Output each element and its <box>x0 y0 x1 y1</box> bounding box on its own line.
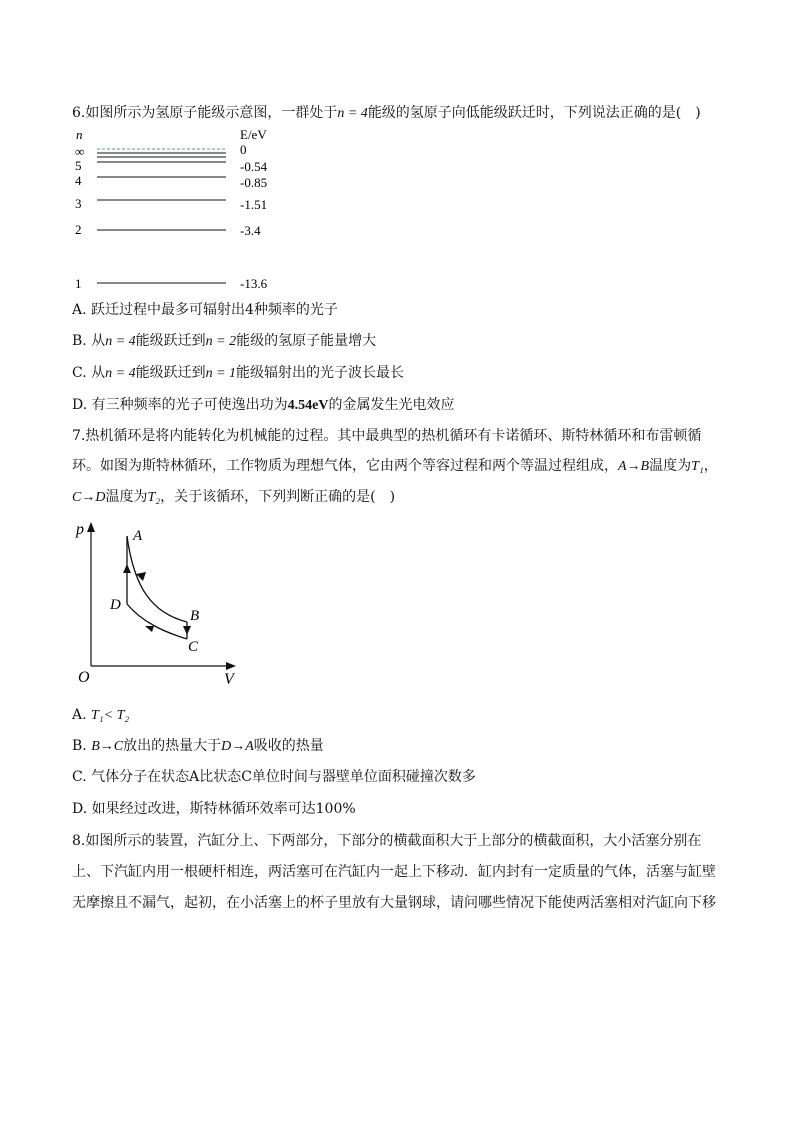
q8-line3-text: 无摩擦且不漏气，起初，在小活塞上的杯子里放有大量钢球，请问哪些情况下能使两活塞相对汽缸向下移 <box>72 895 716 911</box>
v-axis-arrow <box>226 662 236 670</box>
q7-line2-post: ， <box>703 458 718 474</box>
q7-option-b-math2: D→A <box>221 739 254 754</box>
arrow-b-c <box>183 626 191 635</box>
q7-option-b <box>72 737 324 756</box>
point-d-label: D <box>110 597 121 613</box>
q6-option-b-post: 能级的氢原子能量增大 <box>236 333 377 349</box>
level-e-infinity: 0 <box>240 142 247 157</box>
arrow-c-d <box>145 626 154 632</box>
level-e-4: -0.85 <box>240 175 268 190</box>
q6-option-c-math1: n = 4 <box>105 366 136 381</box>
point-b-label: B <box>190 608 200 624</box>
q7-line3-t2: T₂ <box>147 490 161 505</box>
level-n-4: 4 <box>75 173 82 188</box>
q7-option-a <box>72 706 129 725</box>
q6-option-b <box>72 332 376 351</box>
q6-stem-math: n = 4 <box>337 106 368 121</box>
q6-option-c-math2: n = 1 <box>205 366 237 381</box>
level-n-infinity: ∞ <box>75 144 85 159</box>
p-axis-label: p <box>76 521 84 538</box>
q6-option-d-post: 的金属发生光电效应 <box>328 397 455 413</box>
q7-line2-mid: 温度为 <box>649 458 692 474</box>
q8-line1-text: 8.如图所示的装置，汽缸分上、下两部分，下部分的横截面积大于上部分的横截面积，大小活塞分别在 <box>72 833 702 849</box>
level-e-2: -3.4 <box>240 223 261 238</box>
q6-option-b-math1: n = 4 <box>105 334 136 349</box>
isotherm-c-d <box>127 604 187 639</box>
stirling-cycle-graph <box>72 518 252 690</box>
q7-stem-line1 <box>72 427 701 445</box>
q7-option-b-math1: B→C <box>91 739 124 754</box>
level-e-3: -1.51 <box>240 197 268 212</box>
q7-line2-pre: 环。如图为斯特林循环，工作物质为理想气体，它由两个等容过程和两个等温过程组成， <box>72 458 618 474</box>
q7-option-b-post: 吸收的热量 <box>253 738 324 754</box>
v-axis-label: V <box>224 671 234 688</box>
q6-option-c-pre: C. 从 <box>72 365 106 381</box>
q6-option-a-text: A. 跃迁过程中最多可辐射出4种频率的光子 <box>72 302 338 318</box>
p-axis-arrow <box>87 522 95 532</box>
q7-option-a-pre: A. <box>72 707 87 723</box>
q7-line3-post: ，关于该循环，下列判断正确的是( ) <box>160 489 396 505</box>
n-axis-label: n <box>76 127 83 142</box>
arrow-d-a <box>123 564 131 573</box>
q6-option-d-value: 4.54eV <box>287 398 329 413</box>
q6-stem-text-a: 6.如图所示为氢原子能级示意图，一群处于 <box>72 105 338 121</box>
q7-option-b-mid: 放出的热量大于 <box>123 738 222 754</box>
level-n-5: 5 <box>75 158 82 173</box>
q6-option-d <box>72 396 454 415</box>
q6-option-b-mid: 能级跃迁到 <box>135 333 206 349</box>
level-n-2: 2 <box>75 222 82 237</box>
q7-line1-text: 7.热机循环是将内能转化为机械能的过程。其中最典型的热机循环有卡诺循环、斯特林循环和布雷顿循 <box>72 428 702 444</box>
q6-option-d-pre: D. 有三种频率的光子可使逸出功为 <box>72 397 288 413</box>
q7-option-b-pre: B. <box>72 738 87 754</box>
level-e-5: -0.54 <box>240 159 268 174</box>
energy-level-diagram <box>70 126 290 294</box>
q6-option-c-post: 能级辐射出的光子波长最长 <box>236 365 405 381</box>
level-n-3: 3 <box>75 196 82 211</box>
q6-stem <box>72 104 701 123</box>
q7-option-d <box>72 800 356 818</box>
q7-stem-line2 <box>72 457 718 476</box>
q7-option-d-text: D. 如果经过改进，斯特林循环效率可达100% <box>72 801 356 817</box>
q6-option-a <box>72 301 338 319</box>
level-n-1: 1 <box>75 276 82 291</box>
q6-stem-text-b: 能级的氢原子向低能级跃迁时，下列说法正确的是( ) <box>367 105 701 121</box>
q7-line2-math: A→B <box>618 459 650 474</box>
q7-line3-math: C→D <box>72 490 106 505</box>
q8-line2-text: 上、下汽缸内用一根硬杆相连，两活塞可在汽缸内一起上下移动．缸内封有一定质量的气体，活塞与缸壁 <box>72 864 716 880</box>
q6-option-b-math2: n = 2 <box>205 334 237 349</box>
q6-option-c <box>72 364 404 383</box>
point-a-label: A <box>133 528 143 544</box>
q8-stem-line2 <box>72 863 716 881</box>
q6-option-c-mid: 能级跃迁到 <box>135 365 206 381</box>
q7-option-c-text: C. 气体分子在状态A比状态C单位时间与器壁单位面积碰撞次数多 <box>72 769 476 785</box>
q7-stem-line3 <box>72 488 395 507</box>
q7-line2-t1: T₁ <box>691 459 704 474</box>
origin-label: O <box>78 669 90 686</box>
q8-stem-line3 <box>72 894 716 912</box>
level-e-1: -13.6 <box>240 276 268 291</box>
point-c-label: C <box>188 639 199 655</box>
q7-line3-mid: 温度为 <box>105 489 148 505</box>
e-axis-label: E/eV <box>240 127 267 142</box>
q7-option-a-math: T₁< T₂ <box>91 708 130 723</box>
q6-option-b-pre: B. 从 <box>72 333 106 349</box>
q7-option-c <box>72 768 476 786</box>
isotherm-a-b <box>127 536 187 622</box>
q8-stem-line1 <box>72 832 701 850</box>
